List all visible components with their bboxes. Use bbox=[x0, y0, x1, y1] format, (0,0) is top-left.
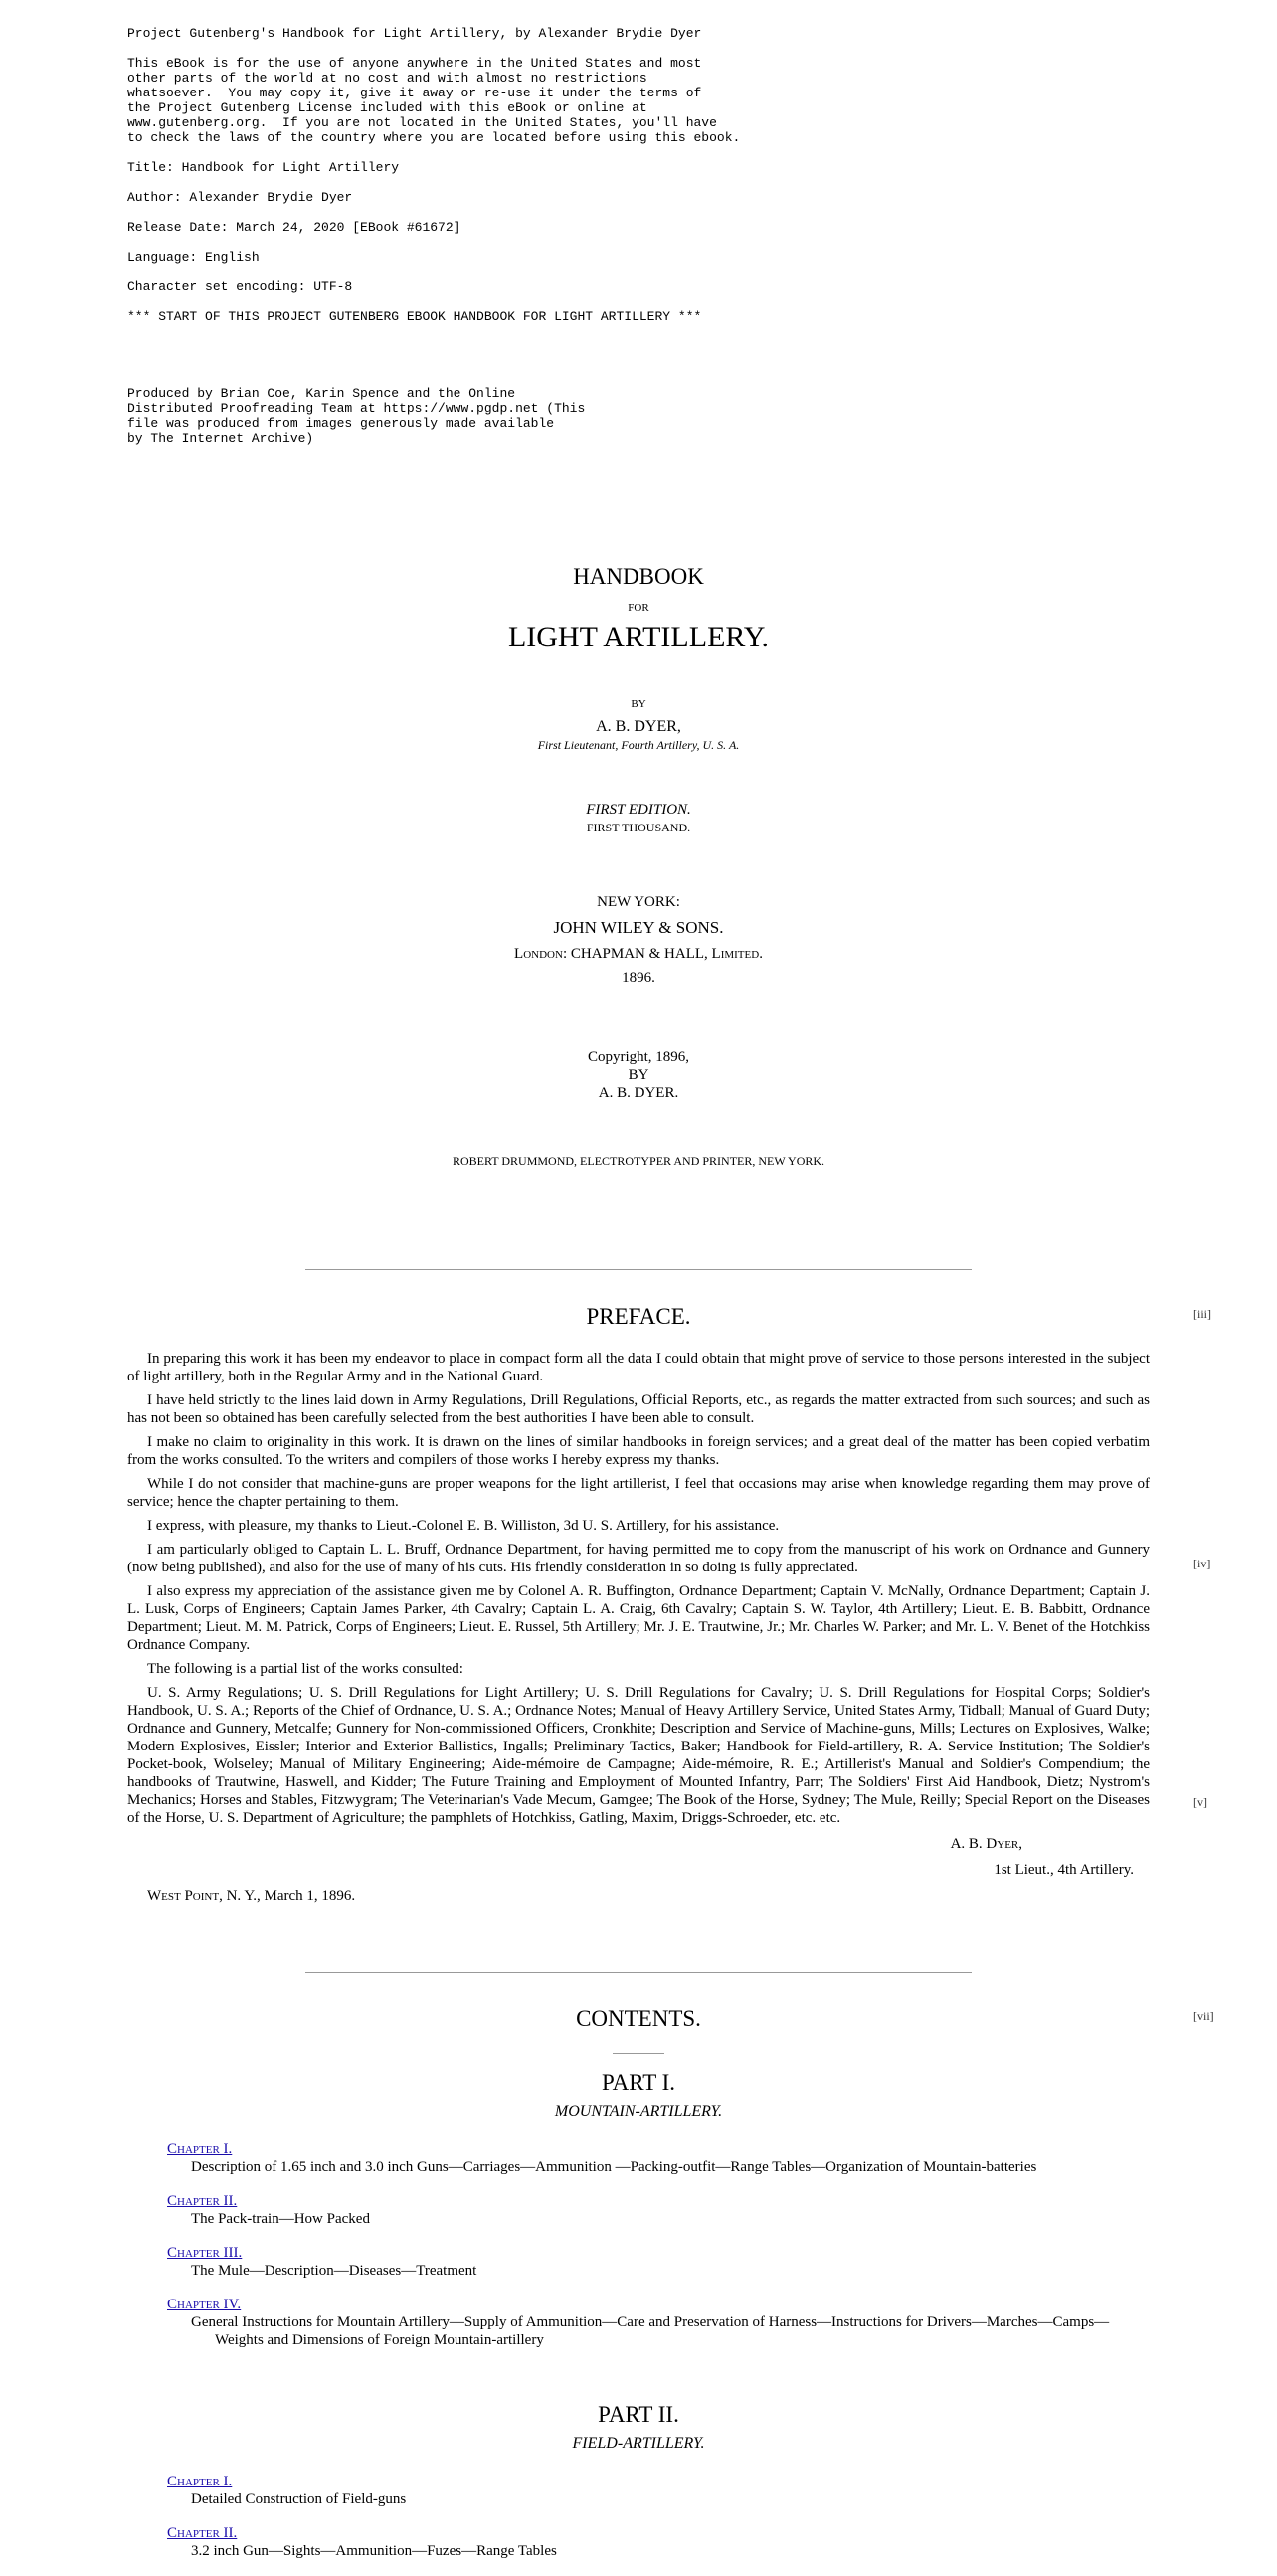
limited-period: . bbox=[759, 946, 763, 962]
date: , N. Y., March 1, 1896. bbox=[219, 1888, 356, 1904]
preface-paragraph: I express, with pleasure, my thanks to Lieut.-Colonel E. B. Williston, 3d U. S. Artillery, for his assistance. bbox=[147, 1518, 780, 1534]
part-subtitle: FIELD-ARTILLERY. bbox=[572, 2435, 705, 2452]
page-number: [iii] bbox=[1193, 1307, 1211, 1321]
publisher-city: NEW YORK: bbox=[597, 894, 680, 910]
contents-part-2 bbox=[127, 2401, 1150, 2576]
title-by: BY bbox=[631, 698, 646, 710]
preface-paragraph: U. S. Army Regulations; U. S. Drill Regulations for Light Artillery; U. S. Drill Regulations for Cavalry; U. S. Drill Regulations for Hospital Corps; Soldier's Handbook, U. S. A.; Reports of the Chief of Ordnance, U. S. A.; Ordnance Notes; Manual of Heavy Artillery Service, United States Army, Tidball; Manual of Guard Duty; Ordnance and Gunnery, Metcalfe; Gunnery for Non-commissioned Officers, Cronkhite; Description and Service of Machine-guns, Mills; Lectures on Explosives, Walke; Modern Explosives, Eissler; Interior and Exterior Ballistics, Ingalls; Preliminary Tactics, Baker; Handbook for Field-artillery, R. A. Service Institution; The Soldier's Pocket-book, Wolseley; Manual of Military Engineering; Aide-mémoire de Campagne; Aide-mémoire, R. E.; Artillerist's Manual and Soldier's Compendium; the handbooks of Trautwine, Haswell, and Kidder; The Future Training and Employment of Mounted Infantry, Parr; The Soldiers' First Aid Handbook, Dietz; Nystrom's Mechanics; Horses and Stables, Fitzwygram; The Veterinarian's Vade Mecum, Gamgee; The Book of the Horse, Sydney; The Mule, Reilly; Special Report on the Diseases of the Horse, U. S. Department of Agriculture; the pamphlets of Hotchkiss, Gatling, Maxim, Driggs-Schroeder, etc. etc. bbox=[127, 1685, 1150, 1826]
page-number: [v] bbox=[1193, 1795, 1207, 1809]
title-page bbox=[127, 563, 1150, 1169]
toc-entry bbox=[167, 2473, 1150, 2508]
chapter-link[interactable]: Chapter II. bbox=[167, 2193, 238, 2209]
signature-name-text: A. B. Dyer, bbox=[950, 1836, 1022, 1852]
chapter-description: Detailed Construction of Field-guns bbox=[191, 2491, 407, 2507]
preface-paragraph: I make no claim to originality in this work. It is drawn on the lines of similar handbooks in foreign services; and a great deal of the matter has been copied verbatim from the works consulted. To the writers and compilers of those works I hereby express my thanks. bbox=[127, 1434, 1150, 1468]
toc-entry bbox=[167, 2140, 1150, 2176]
part-title: PART II. bbox=[598, 2402, 679, 2427]
copyright: Copyright, 1896, bbox=[587, 1049, 690, 1065]
chapter-link[interactable]: Chapter II. bbox=[167, 2525, 238, 2541]
short-divider bbox=[613, 2053, 664, 2054]
toc-list bbox=[167, 2473, 1150, 2560]
preface-heading: PREFACE. bbox=[586, 1304, 691, 1329]
chapter-link[interactable]: Chapter I. bbox=[167, 2474, 233, 2489]
toc-entry bbox=[167, 2296, 1150, 2349]
contents-part-1 bbox=[127, 2069, 1150, 2365]
chapter-link[interactable]: Chapter III. bbox=[167, 2245, 243, 2261]
printer-line: ROBERT DRUMMOND, ELECTROTYPER AND PRINTER, NEW YORK. bbox=[452, 1154, 825, 1168]
part-subtitle: MOUNTAIN-ARTILLERY. bbox=[554, 2103, 723, 2119]
chapter-link[interactable]: Chapter I. bbox=[167, 2141, 233, 2157]
preface-paragraph: In preparing this work it has been my endeavor to place in compact form all the data I could obtain that might prove of service to those persons interested in the subject of light artillery, both in the Regular Army and in the National Guard. bbox=[127, 1351, 1150, 1384]
author-rank: First Lieutenant, Fourth Artillery, U. S. A. bbox=[537, 738, 740, 752]
toc-entry bbox=[167, 2524, 1150, 2560]
toc-list bbox=[167, 2140, 1150, 2349]
divider bbox=[305, 1972, 972, 1973]
title-handbook: HANDBOOK bbox=[573, 564, 704, 589]
chapter-description: General Instructions for Mountain Artillery—Supply of Ammunition—Care and Preservation of Harness—Instructions for Drivers—Marches—Camps—Weights and Dimensions of Foreign Mountain-artillery bbox=[191, 2314, 1110, 2348]
london-publisher bbox=[127, 945, 1150, 963]
publication-year: 1896. bbox=[622, 970, 655, 986]
toc-entry bbox=[167, 2192, 1150, 2228]
title-author: A. B. DYER, bbox=[596, 718, 681, 735]
london-label: London bbox=[514, 946, 563, 962]
main-title: LIGHT ARTILLERY. bbox=[507, 621, 770, 653]
preface-paragraph: I also express my appreciation of the assistance given me by Colonel A. R. Buffington, Ordnance Department; Captain V. McNally, Ordnance Department; Captain J. L. Lusk, Corps of Engineers; Captain James Parker, 4th Cavalry; Captain L. A. Craig, 6th Cavalry; Captain S. W. Taylor, 4th Artillery; Lieut. E. B. Babbitt, Ordnance Department; Lieut. M. M. Patrick, Corps of Engineers; Lieut. E. Russel, 5th Artillery; Mr. J. E. Trautwine, Jr.; Mr. Charles W. Parker; and Mr. L. V. Benet of the Hotchkiss Ordnance Company. bbox=[127, 1583, 1150, 1653]
toc-entry bbox=[167, 2244, 1150, 2280]
divider bbox=[305, 1269, 972, 1270]
contents-heading: CONTENTS. bbox=[576, 2006, 701, 2031]
first-thousand: FIRST THOUSAND. bbox=[586, 821, 691, 834]
title-for: FOR bbox=[628, 602, 649, 614]
chapter-description: The Mule—Description—Diseases—Treatment bbox=[191, 2263, 477, 2279]
signature-name bbox=[127, 1835, 1150, 1853]
page-number: [vii] bbox=[1193, 2009, 1214, 2023]
gutenberg-header: Project Gutenberg's Handbook for Light Artillery, by Alexander Brydie Dyer This eBook is for the use of anyone anywhere in the United States and most other parts of the world at no cost and with almost no restrictions whatsoever. You may copy it, give it away or re-use it under the terms of the Project Gutenberg License included with this eBook or online at www.gutenberg.org. If you are not located in the United States, you'll have to check the laws of the country where you are located before using this ebook. Title: Handbook for Light Artillery Author: Alexander Brydie Dyer Release Date: March 24, 2020 [EBook #61672] Language: English Character set encoding: UTF-8 *** START OF THIS PROJECT GUTENBERG EBOOK HANDBOOK FOR LIGHT ARTILLERY *** bbox=[127, 26, 741, 324]
preface-paragraph: I am particularly obliged to Captain L. L. Bruff, Ordnance Department, for having permitted me to copy from the manuscript of his work on Ordnance and Gunnery (now being published), and also for the use of many of his cuts. His friendly consideration in so doing is fully appreciated. bbox=[127, 1542, 1150, 1575]
preface-paragraph: The following is a partial list of the works consulted: bbox=[147, 1661, 463, 1677]
producer-note: Produced by Brian Coe, Karin Spence and the Online Distributed Proofreading Team at https://www.pgdp.net (This file was produced from images generously made available by The Internet Archive) bbox=[127, 386, 586, 446]
preface-paragraph: While I do not consider that machine-guns are proper weapons for the light artillerist, I feel that occasions may arise when knowledge regarding them may prove of service; hence the chapter pertaining to them. bbox=[127, 1476, 1150, 1510]
copyright-author: A. B. DYER. bbox=[598, 1085, 679, 1101]
edition: FIRST EDITION. bbox=[586, 802, 691, 818]
place: West Point bbox=[147, 1888, 220, 1904]
preface-paragraph: I have held strictly to the lines laid down in Army Regulations, Drill Regulations, Official Reports, etc., as regards the matter extracted from such sources; and such as has not been so obtained has been carefully selected from the best authorities I have been able to consult. bbox=[127, 1392, 1150, 1426]
place-date bbox=[127, 1887, 1150, 1905]
part-title: PART I. bbox=[601, 2070, 676, 2095]
page-number: [iv] bbox=[1193, 1557, 1211, 1570]
london-publisher-name: : CHAPMAN & HALL, bbox=[562, 946, 712, 962]
preface-body bbox=[127, 1350, 1150, 1905]
copyright-by: BY bbox=[628, 1067, 649, 1083]
limited-label: Limited bbox=[711, 946, 760, 962]
chapter-description: 3.2 inch Gun—Sights—Ammunition—Fuzes—Range Tables bbox=[191, 2543, 557, 2559]
chapter-description: The Pack-train—How Packed bbox=[191, 2211, 370, 2227]
chapter-link[interactable]: Chapter IV. bbox=[167, 2297, 242, 2312]
signature-rank: 1st Lieut., 4th Artillery. bbox=[994, 1862, 1134, 1878]
chapter-description: Description of 1.65 inch and 3.0 inch Guns—Carriages—Ammunition —Packing-outfit—Range Tables—Organization of Mountain-batteries bbox=[191, 2159, 1037, 2175]
publisher-name: JOHN WILEY & SONS. bbox=[553, 918, 724, 937]
